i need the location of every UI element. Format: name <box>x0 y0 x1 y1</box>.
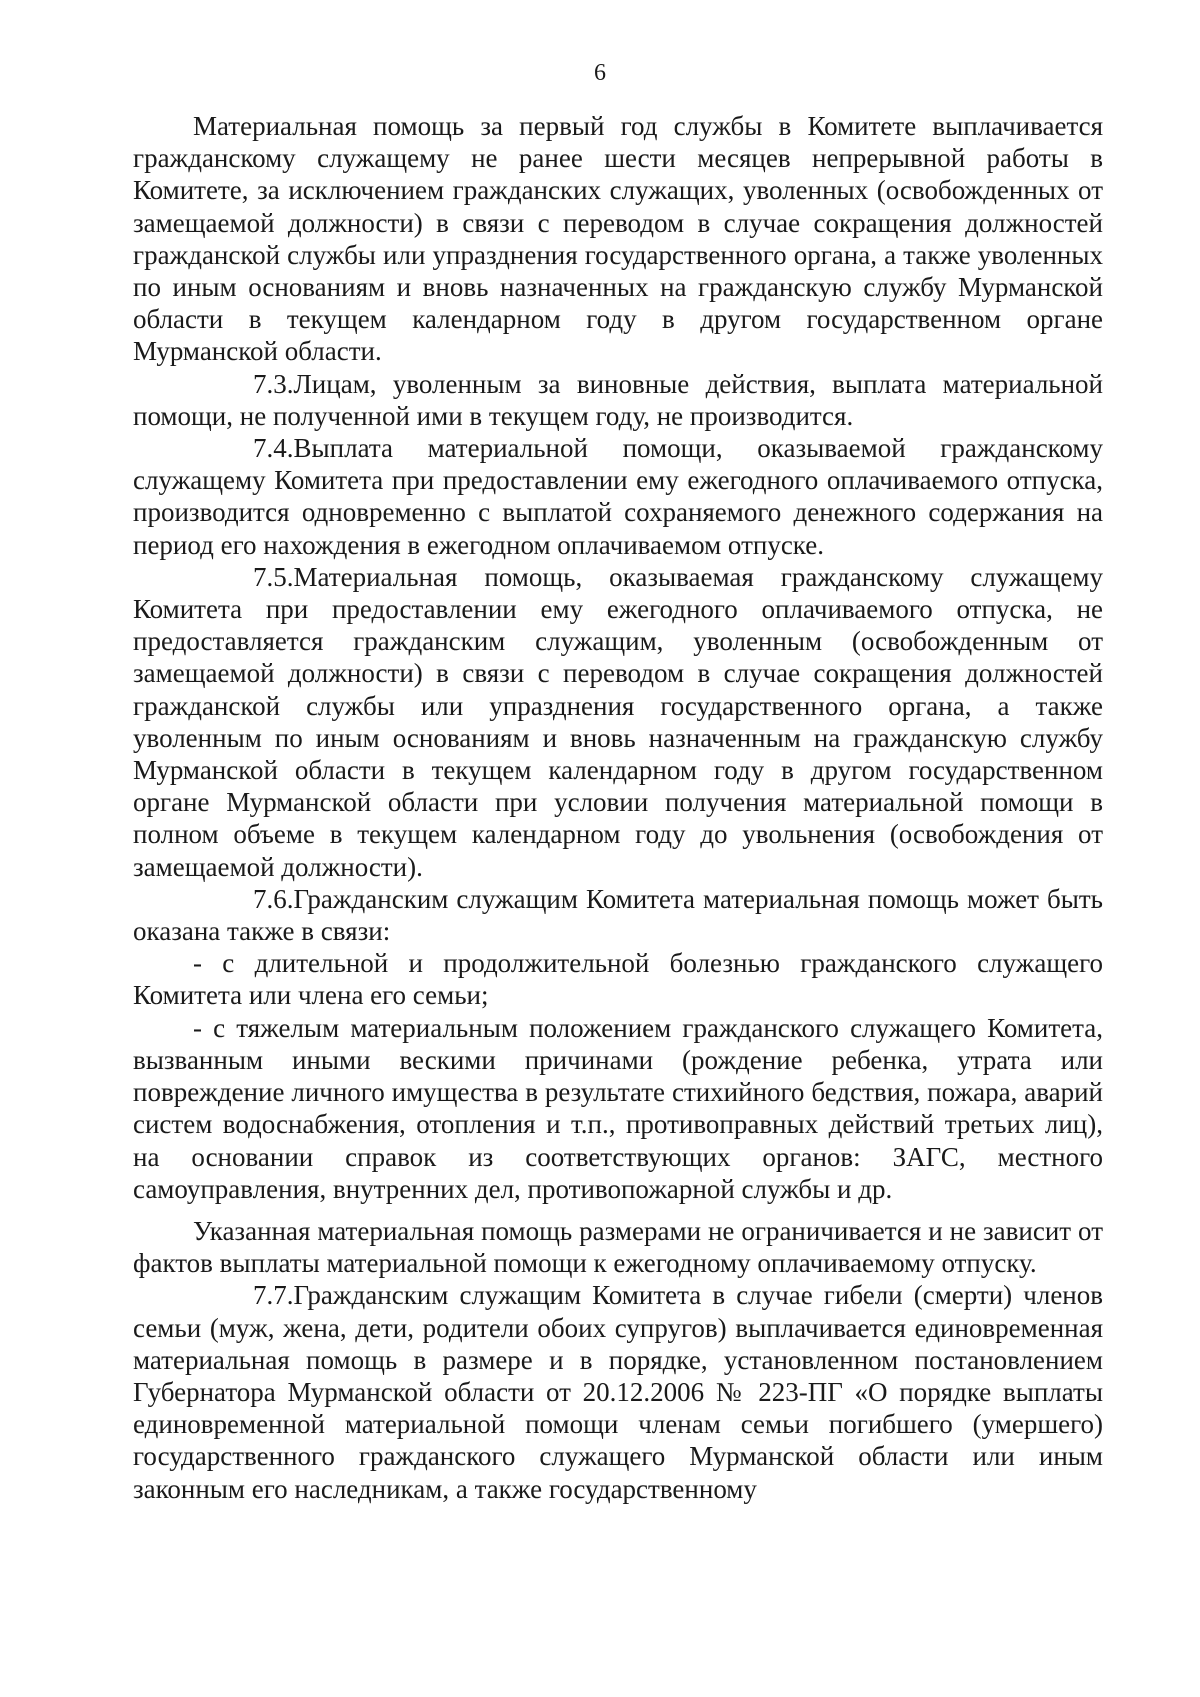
paragraph-number: 7.3. <box>253 368 294 399</box>
paragraph-text: Лицам, уволенным за виновные действия, выплата материальной помощи, не полученной ими в текущем году, не производится. <box>133 368 1103 431</box>
paragraph-text: Материальная помощь, оказываемая гражданскому служащему Комитета при предоставлении ему ежегодного оплачиваемого отпуска, не предоставляется гражданским служащим, уволенным (освобожденным от замещаемой должности) в связи с переводом в случае сокращения должностей гражданской службы или упразднения государственного органа, а также уволенным по иным основаниям и вновь назначенным на гражданскую службу Мурманской области в текущем календарном году в другом государственном органе Мурманской области при условии получения материальной помощи в полном объеме в текущем календарном году до увольнения (освобождения от замещаемой должности). <box>133 561 1103 882</box>
paragraph-number: 7.6. <box>253 883 294 914</box>
paragraph-text: Гражданским служащим Комитета материальная помощь может быть оказана также в связи: <box>133 883 1103 947</box>
paragraph-7-7 <box>133 1279 1103 1504</box>
paragraph-material-aid-first-year <box>133 110 1103 368</box>
paragraph-7-6 <box>133 883 1103 947</box>
paragraph-7-3 <box>133 368 1103 432</box>
paragraph-text: Материальная помощь за первый год службы в Комитете выплачивается гражданскому служащему не ранее шести месяцев непрерывной работы в Комитете, за исключением гражданских служащих, уволенных (освобожденных от замещаемой должности) в связи с переводом в случае сокращения должностей гражданской службы или упразднения государственного органа, а также уволенных по иным основаниям и вновь назначенных на гражданскую службу Мурманской области в текущем календарном году в другом государственном органе Мурманской области. <box>133 111 1103 367</box>
paragraph-number: 7.4. <box>253 433 294 464</box>
paragraph-7-5 <box>133 561 1103 883</box>
list-item-illness <box>133 947 1103 1011</box>
paragraph-number: 7.5. <box>253 561 294 592</box>
paragraph-text: - с длительной и продолжительной болезнью гражданского служащего Комитета или члена его семьи; <box>133 948 1103 1011</box>
page-number: 6 <box>594 60 606 86</box>
paragraph-text: Указанная материальная помощь размерами не ограничивается и не зависит от фактов выплаты материальной помощи к ежегодному оплачиваемому отпуску. <box>133 1215 1103 1279</box>
paragraph-text: - с тяжелым материальным положением гражданского служащего Комитета, вызванным иными вескими причинами (рождение ребенка, утрата или повреждение личного имущества в результате стихийного бедствия, пожара, аварий систем водоснабжения, отопления и т.п., противоправных действий третьих лиц), на основании справок из соответствующих органов: ЗАГС, местного самоуправления, внутренних дел, противопожарной службы и др. <box>133 1012 1103 1204</box>
paragraph-7-4 <box>133 432 1103 561</box>
paragraph-aid-not-limited <box>133 1215 1103 1279</box>
paragraph-number: 7.7. <box>253 1280 294 1311</box>
document-body <box>133 110 1103 1505</box>
list-item-hardship <box>133 1012 1103 1205</box>
paragraph-text: Выплата материальной помощи, оказываемой гражданскому служащему Комитета при предоставлении ему ежегодного оплачиваемого отпуска, производится одновременно с выплатой сохраняемого денежного содержания на период его нахождения в ежегодном оплачиваемом отпуске. <box>133 433 1103 560</box>
paragraph-text: Гражданским служащим Комитета в случае гибели (смерти) членов семьи (муж, жена, дети, родители обоих супругов) выплачивается единовременная материальная помощь в размере и в порядке, установленном постановлением Губернатора Мурманской области от 20.12.2006 № 223-ПГ «О порядке выплаты единовременной материальной помощи членам семьи погибшего (умершего) государственного гражданского служащего Мурманской области или иным законным его наследникам, а также государственному <box>133 1280 1103 1504</box>
